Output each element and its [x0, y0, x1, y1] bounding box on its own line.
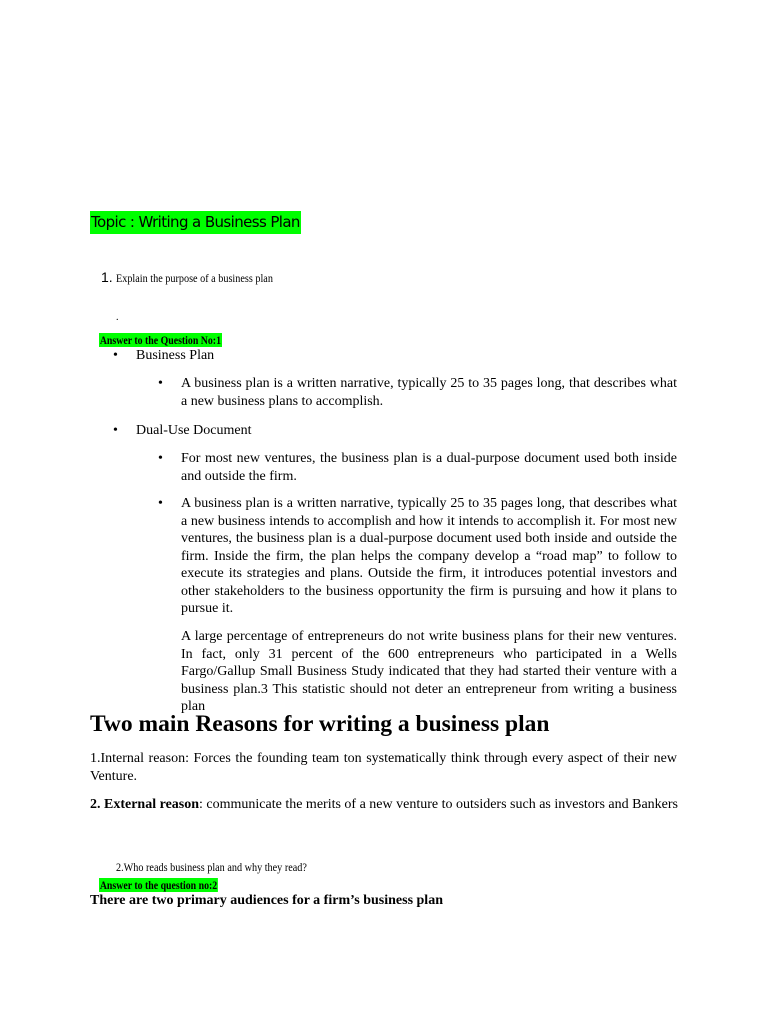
list-item — [158, 450, 677, 485]
bullet-icon: • — [158, 496, 163, 511]
question-1-text: Explain the purpose of a business plan — [115, 271, 273, 285]
list-item-text: For most new ventures, the business plan is a dual-purpose document used both inside and outside the firm. — [181, 451, 677, 484]
external-reason-label: 2. External reason — [90, 797, 200, 812]
bullet-icon: • — [158, 376, 163, 391]
statistics-paragraph: A large percentage of entrepreneurs do not write business plans for their new ventures. In fact, only 31 percent of the 600 entrepreneurs who participated in a Wells Fargo/Gallup Small Business Study indicated that they had started their venture with a business plan.3 This statistic should not deter an entrepreneur from writing a business plan — [181, 629, 677, 714]
question-1 — [101, 268, 300, 287]
stray-dot: . — [116, 312, 119, 323]
list-item-label: Business Plan — [136, 348, 215, 363]
answer-2-label: Answer to the question no:2 — [99, 878, 218, 892]
external-reason-text: : communicate the merits of a new venture to outsiders such as investors and Bankers — [199, 797, 679, 812]
list-item-label: Dual-Use Document — [136, 423, 252, 438]
list-item-text: A business plan is a written narrative, typically 25 to 35 pages long, that describes what a new business plans to accomplish. — [181, 376, 677, 409]
list-item-text: A business plan is a written narrative, typically 25 to 35 pages long, that describes what a new business intends to accomplish and how it intends to accomplish it. For most new ventures, the business plan is a dual-purpose document used both inside and outside the firm. Inside the firm, the plan helps the company develop a “road map” to follow to execute its strategies and plans. Outside the firm, it introduces potential investors and other stakeholders to the business opportunity the firm is pursuing and how it plans to pursue it. — [181, 496, 677, 616]
list-item — [158, 375, 677, 410]
list-item-dual-use — [113, 422, 252, 440]
reasons-heading: Two main Reasons for writing a business plan — [90, 711, 550, 737]
external-reason — [90, 796, 678, 814]
bullet-icon: • — [113, 423, 118, 438]
topic-title: Topic : Writing a Business Plan — [90, 211, 301, 234]
list-item — [158, 495, 677, 618]
question-1-number: 1. — [101, 269, 113, 285]
bullet-icon: • — [158, 451, 163, 466]
audiences-statement: There are two primary audiences for a firm’s business plan — [90, 893, 443, 908]
question-2: 2.Who reads business plan and why they read? — [116, 860, 307, 874]
bullet-icon: • — [113, 348, 118, 363]
answer-1-label: Answer to the Question No:1 — [99, 333, 222, 347]
list-item-business-plan — [113, 347, 215, 365]
internal-reason: 1.Internal reason: Forces the founding team ton systematically think through every aspect of their new Venture. — [90, 751, 677, 784]
